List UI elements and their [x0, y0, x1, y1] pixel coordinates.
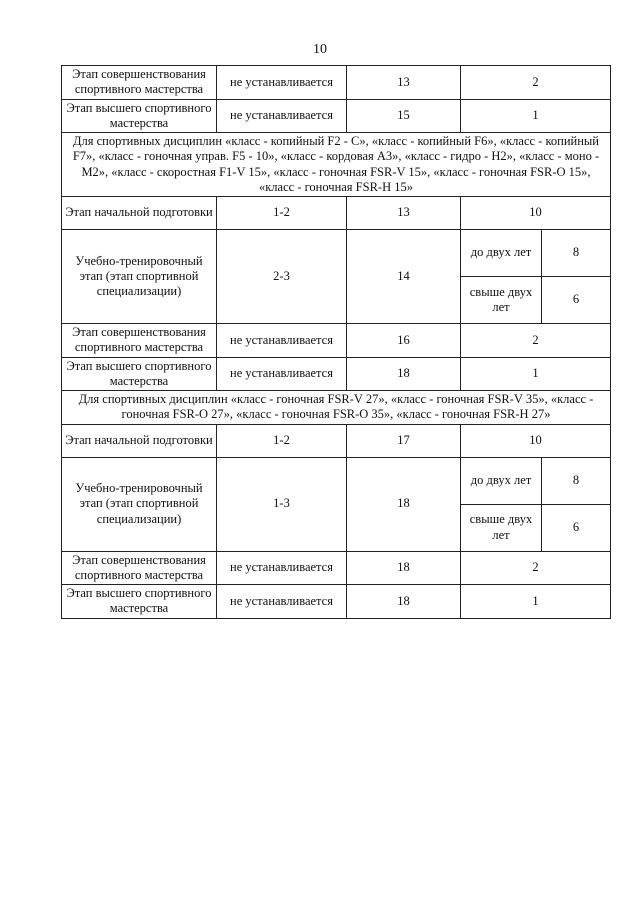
table-row [62, 230, 611, 324]
count-cell: 10 [461, 197, 611, 230]
table-row [62, 66, 611, 100]
min-age-cell: 15 [347, 99, 461, 133]
min-age-cell: 17 [347, 424, 461, 457]
min-age-cell: 18 [347, 457, 461, 551]
group-heading: Для спортивных дисциплин «класс - копийный F2 - C», «класс - копийный F6», «класс - копийный F7», «класс - гоночная управ. F5 - 10», «класс - кордовая А3», «класс - гидро - H2», «класс - моно - M2», «класс - скоростная F1-V 15», «класс - гоночная FSR-V 15», «класс - гоночная FSR-O 15», «класс - гоночная FSR-H 15» [62, 133, 611, 197]
count-split-table [461, 458, 610, 551]
table-row [62, 457, 611, 551]
count-cell: 2 [461, 324, 611, 358]
duration-cell: не устанавливается [217, 551, 347, 585]
stage-cell: Этап совершенствования спортивного мастерства [62, 551, 217, 585]
count-cell: 10 [461, 424, 611, 457]
group-heading: Для спортивных дисциплин «класс - гоночная FSR-V 27», «класс - гоночная FSR-V 35», «класс - гоночная FSR-O 27», «класс - гоночная FSR-O 35», «класс - гоночная FSR-H 27» [62, 391, 611, 425]
table-row [62, 99, 611, 133]
table-row [62, 585, 611, 619]
group-heading-row [62, 133, 611, 197]
count-cell: 1 [461, 357, 611, 391]
count-cell: 1 [461, 99, 611, 133]
min-age-cell: 18 [347, 357, 461, 391]
stage-cell: Этап начальной подготовки [62, 197, 217, 230]
count-up-to-two: 8 [542, 230, 611, 277]
count-up-to-two: 8 [542, 458, 611, 505]
duration-cell: не устанавливается [217, 357, 347, 391]
table-row [62, 357, 611, 391]
stage-cell: Этап начальной подготовки [62, 424, 217, 457]
table-row [62, 197, 611, 230]
count-over-two: 6 [572, 519, 580, 534]
count-cell: 1 [461, 585, 611, 619]
sports-stages-table [61, 65, 611, 619]
min-age-cell: 16 [347, 324, 461, 358]
stage-cell: Этап высшего спортивного мастерства [62, 357, 217, 391]
up-to-two-years-label: до двух лет [461, 458, 542, 505]
count-split-cell [461, 230, 611, 324]
table-row [62, 324, 611, 358]
duration-cell: не устанавливается [217, 324, 347, 358]
up-to-two-years-label: до двух лет [461, 230, 542, 277]
group-heading-row [62, 391, 611, 425]
stage-cell: Этап высшего спортивного мастерства [62, 99, 217, 133]
count-cell: 2 [461, 551, 611, 585]
duration-cell: 1-3 [217, 457, 347, 551]
duration-cell: не устанавливается [217, 99, 347, 133]
stage-cell: Этап совершенствования спортивного мастерства [62, 66, 217, 100]
over-two-years-label: свыше двух лет [461, 277, 542, 324]
min-age-cell: 13 [347, 197, 461, 230]
count-cell: 2 [461, 66, 611, 100]
duration-cell: не устанавливается [217, 66, 347, 100]
duration-cell: 1-2 [217, 197, 347, 230]
min-age-cell: 18 [347, 585, 461, 619]
min-age-cell: 13 [347, 66, 461, 100]
table-row [62, 551, 611, 585]
duration-cell: не устанавливается [217, 585, 347, 619]
table-row [62, 424, 611, 457]
duration-cell: 1-2 [217, 424, 347, 457]
count-split-table [461, 230, 610, 323]
stage-cell: Этап совершенствования спортивного мастерства [62, 324, 217, 358]
min-age-cell: 14 [347, 230, 461, 324]
count-split-cell [461, 457, 611, 551]
stage-cell: Учебно-тренировочный этап (этап спортивной специализации) [62, 457, 217, 551]
over-two-years-label: свыше двух лет [461, 504, 542, 551]
page-number: 10 [313, 42, 327, 57]
min-age-cell: 18 [347, 551, 461, 585]
duration-cell: 2-3 [217, 230, 347, 324]
stage-cell: Этап высшего спортивного мастерства [62, 585, 217, 619]
count-over-two: 6 [572, 292, 580, 307]
stage-cell: Учебно-тренировочный этап (этап спортивной специализации) [62, 230, 217, 324]
